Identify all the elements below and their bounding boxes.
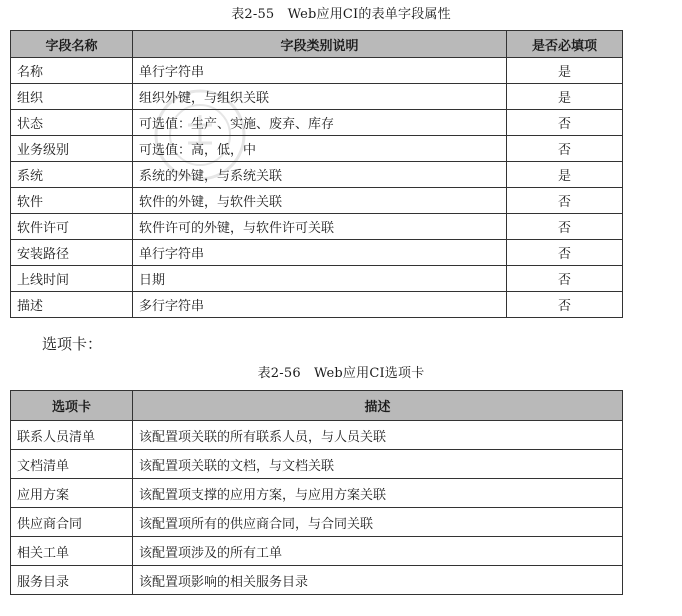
column-header: 描述 — [133, 391, 623, 421]
table-cell: 是 — [507, 58, 623, 84]
table-cell: 该配置项关联的文档，与文档关联 — [133, 450, 623, 479]
table-cell: 组织 — [11, 84, 133, 110]
table-row — [11, 566, 623, 595]
column-header: 字段类别说明 — [133, 31, 507, 58]
table-cell: 软件的外键，与软件关联 — [133, 188, 507, 214]
table-row — [11, 508, 623, 537]
table-cell: 否 — [507, 214, 623, 240]
table-row — [11, 162, 623, 188]
table-cell: 软件许可的外键，与软件许可关联 — [133, 214, 507, 240]
table-cell: 多行字符串 — [133, 292, 507, 318]
section-label-tabs: 选项卡： — [42, 335, 103, 353]
table-cell: 该配置项关联的所有联系人员，与人员关联 — [133, 421, 623, 450]
table-caption-2-56: 表2-56 Web应用CI选项卡 — [257, 366, 425, 381]
table-header-row — [11, 31, 623, 58]
table-cell: 否 — [507, 292, 623, 318]
table-row — [11, 58, 623, 84]
table-header-row — [11, 391, 623, 421]
table-row — [11, 421, 623, 450]
table-cell: 单行字符串 — [133, 58, 507, 84]
table-cell: 该配置项影响的相关服务目录 — [133, 566, 623, 595]
table-cell: 供应商合同 — [11, 508, 133, 537]
table-cell: 应用方案 — [11, 479, 133, 508]
table-cell: 否 — [507, 188, 623, 214]
table-row — [11, 479, 623, 508]
table-row — [11, 450, 623, 479]
table-row — [11, 240, 623, 266]
column-header: 字段名称 — [11, 31, 133, 58]
table-row — [11, 537, 623, 566]
table-row — [11, 214, 623, 240]
table-row — [11, 110, 623, 136]
table-cell: 组织外键，与组织关联 — [133, 84, 507, 110]
table-cell: 安装路径 — [11, 240, 133, 266]
table-cell: 系统 — [11, 162, 133, 188]
table-cell: 否 — [507, 110, 623, 136]
table-cell: 否 — [507, 136, 623, 162]
form-fields-table — [10, 30, 623, 318]
table-cell: 状态 — [11, 110, 133, 136]
table-cell: 业务级别 — [11, 136, 133, 162]
table-cell: 日期 — [133, 266, 507, 292]
column-header: 是否必填项 — [507, 31, 623, 58]
table-cell: 名称 — [11, 58, 133, 84]
table-cell: 否 — [507, 266, 623, 292]
table-cell: 否 — [507, 240, 623, 266]
table-cell: 该配置项支撑的应用方案，与应用方案关联 — [133, 479, 623, 508]
table-cell: 单行字符串 — [133, 240, 507, 266]
tabs-table — [10, 390, 623, 595]
table-row — [11, 188, 623, 214]
table-row — [11, 266, 623, 292]
table-cell: 软件许可 — [11, 214, 133, 240]
table-row — [11, 292, 623, 318]
table-cell: 相关工单 — [11, 537, 133, 566]
table-cell: 是 — [507, 84, 623, 110]
table-cell: 是 — [507, 162, 623, 188]
table-row — [11, 136, 623, 162]
table-cell: 可选值：生产、实施、废弃、库存 — [133, 110, 507, 136]
table-cell: 文档清单 — [11, 450, 133, 479]
table-cell: 上线时间 — [11, 266, 133, 292]
table-cell: 描述 — [11, 292, 133, 318]
table-cell: 软件 — [11, 188, 133, 214]
table-caption-2-55: 表2-55 Web应用CI的表单字段属性 — [231, 7, 451, 22]
table-row — [11, 84, 623, 110]
column-header: 选项卡 — [11, 391, 133, 421]
table-cell: 服务目录 — [11, 566, 133, 595]
table-cell: 可选值：高，低，中 — [133, 136, 507, 162]
table-cell: 该配置项所有的供应商合同，与合同关联 — [133, 508, 623, 537]
table-cell: 联系人员清单 — [11, 421, 133, 450]
table-cell: 系统的外键，与系统关联 — [133, 162, 507, 188]
table-cell: 该配置项涉及的所有工单 — [133, 537, 623, 566]
